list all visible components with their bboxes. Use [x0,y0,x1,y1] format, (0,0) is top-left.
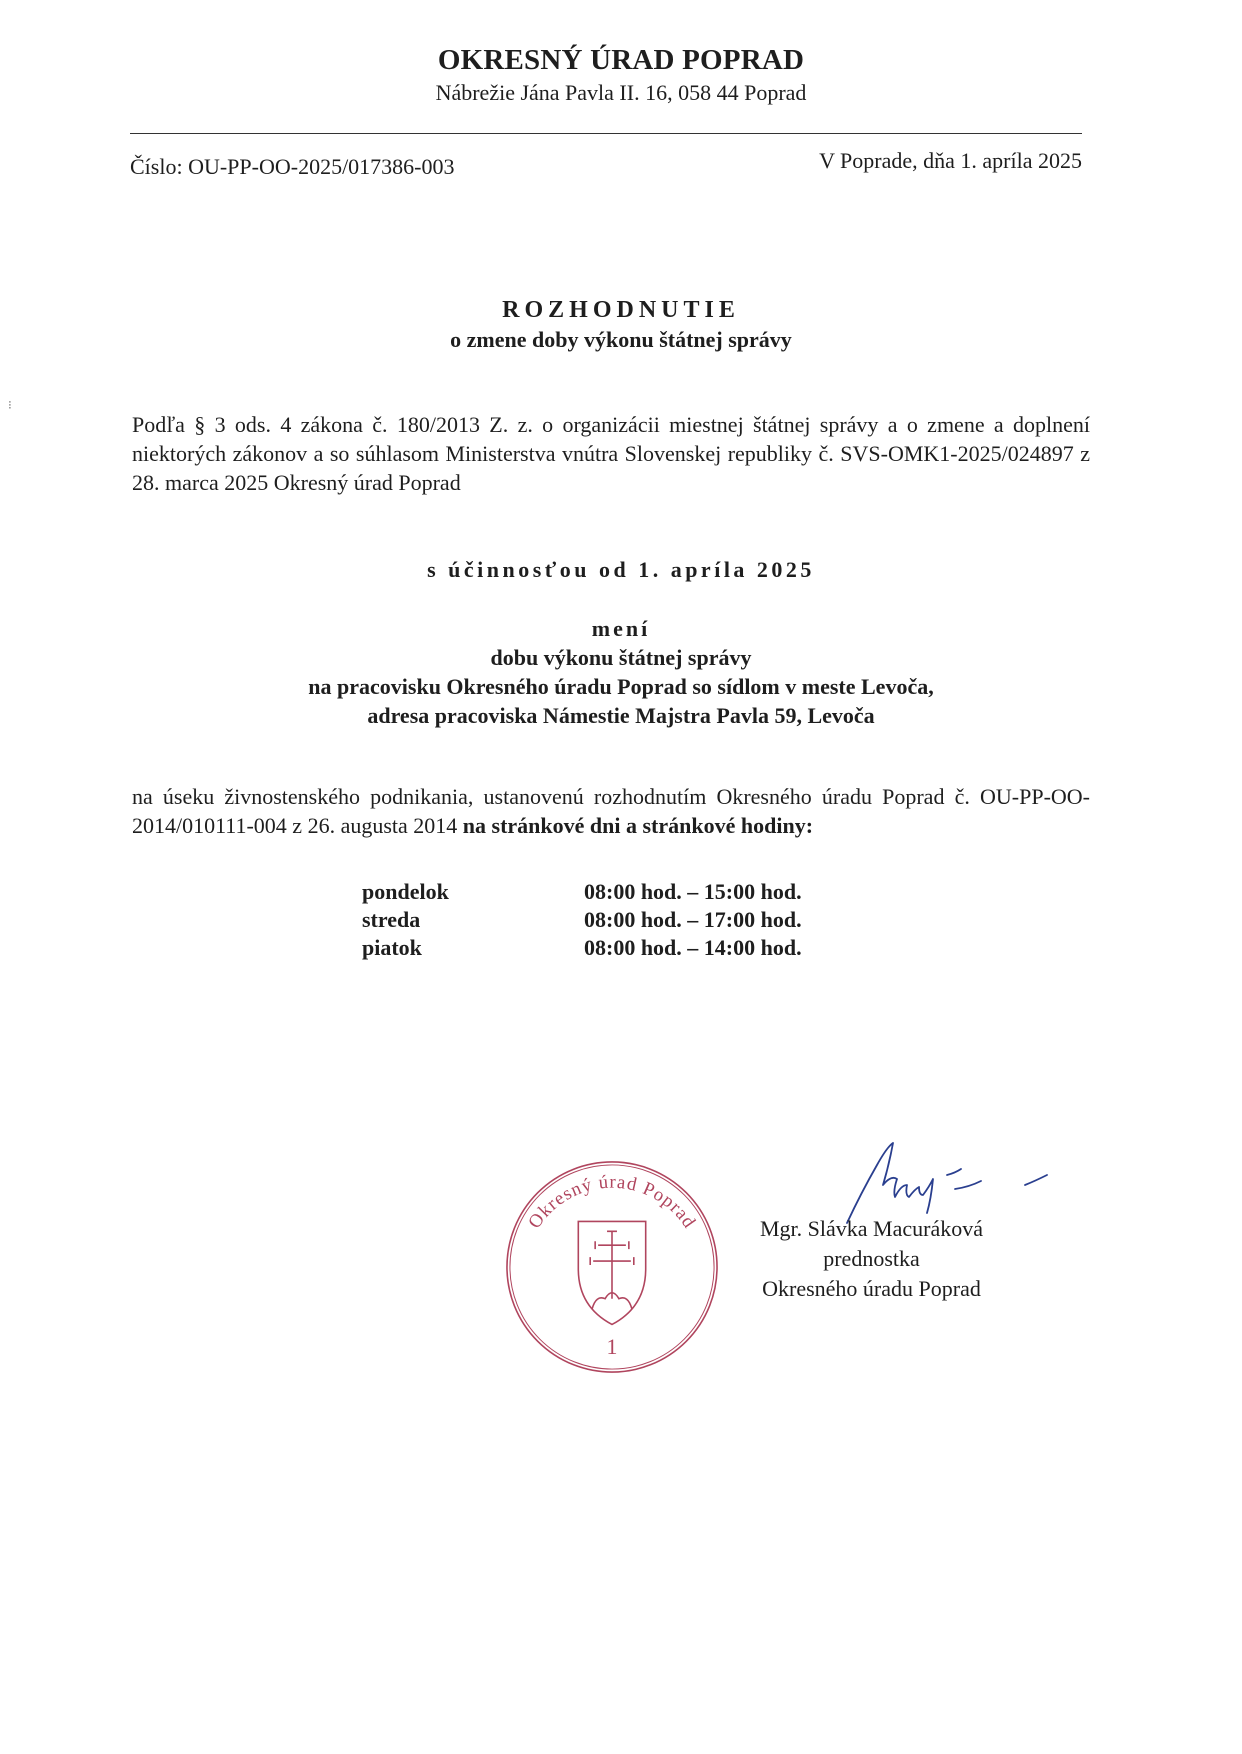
signer-office: Okresného úradu Poprad [762,1276,981,1301]
ruling-block [0,614,1242,730]
margin-mark: ⁝ [8,398,12,412]
scope-bold-text: na stránkové dni a stránkové hodiny: [462,813,814,838]
intro-paragraph: Podľa § 3 ods. 4 zákona č. 180/2013 Z. z. o organizácii miestnej štátnej správy a o zmene a doplnení niektorých zákonov a so súhlasom Ministerstva vnútra Slovenskej republiky č. SVS-OMK1-2025/024897 z 28. marca 2025 Okresný úrad Poprad [132,412,1090,495]
document-subtitle: o zmene doby výkonu štátnej správy [450,327,792,352]
signature-block [760,1214,983,1304]
official-seal [503,1158,721,1376]
schedule-row [362,934,802,962]
schedule-row [362,906,802,934]
scope-text: na úseku živnostenského podnikania, ustanovenú rozhodnutím Okresného úradu Poprad č. OU-PP-OO-2014/010111-004 z 26. augusta 2014 [132,784,1090,838]
seal-number: 1 [606,1335,618,1360]
schedule-hours: 08:00 hod. – 17:00 hod. [584,907,802,932]
schedule-day: streda [362,907,421,932]
schedule-day: piatok [362,935,422,960]
reference-number: Číslo: OU-PP-OO-2025/017386-003 [130,154,455,179]
scope-paragraph [132,782,1090,840]
document-title: ROZHODNUTIE [502,297,740,323]
seal-text: Okresný úrad Poprad [524,1171,700,1233]
signer-name: Mgr. Slávka Macuráková [760,1216,983,1241]
header-divider [130,133,1082,134]
schedule-hours: 08:00 hod. – 15:00 hod. [584,879,802,904]
ruling-line-2: na pracovisku Okresného úradu Poprad so sídlom v meste Levoča, [308,674,934,699]
authority-address: Nábrežie Jána Pavla II. 16, 058 44 Poprad [435,80,807,105]
ruling-line-1: dobu výkonu štátnej správy [490,645,752,670]
effective-date: s účinnosťou od 1. apríla 2025 [427,557,815,582]
ruling-verb: mení [591,616,651,641]
ruling-line-3: adresa pracoviska Námestie Majstra Pavla 59, Levoča [367,703,875,728]
issuing-authority: OKRESNÝ ÚRAD POPRAD [437,44,805,76]
signer-position: prednostka [823,1246,920,1271]
schedule-row [362,878,802,906]
office-hours-schedule [362,878,802,962]
place-and-date: V Poprade, dňa 1. apríla 2025 [819,148,1082,173]
schedule-day: pondelok [362,879,449,904]
schedule-hours: 08:00 hod. – 14:00 hod. [584,935,802,960]
